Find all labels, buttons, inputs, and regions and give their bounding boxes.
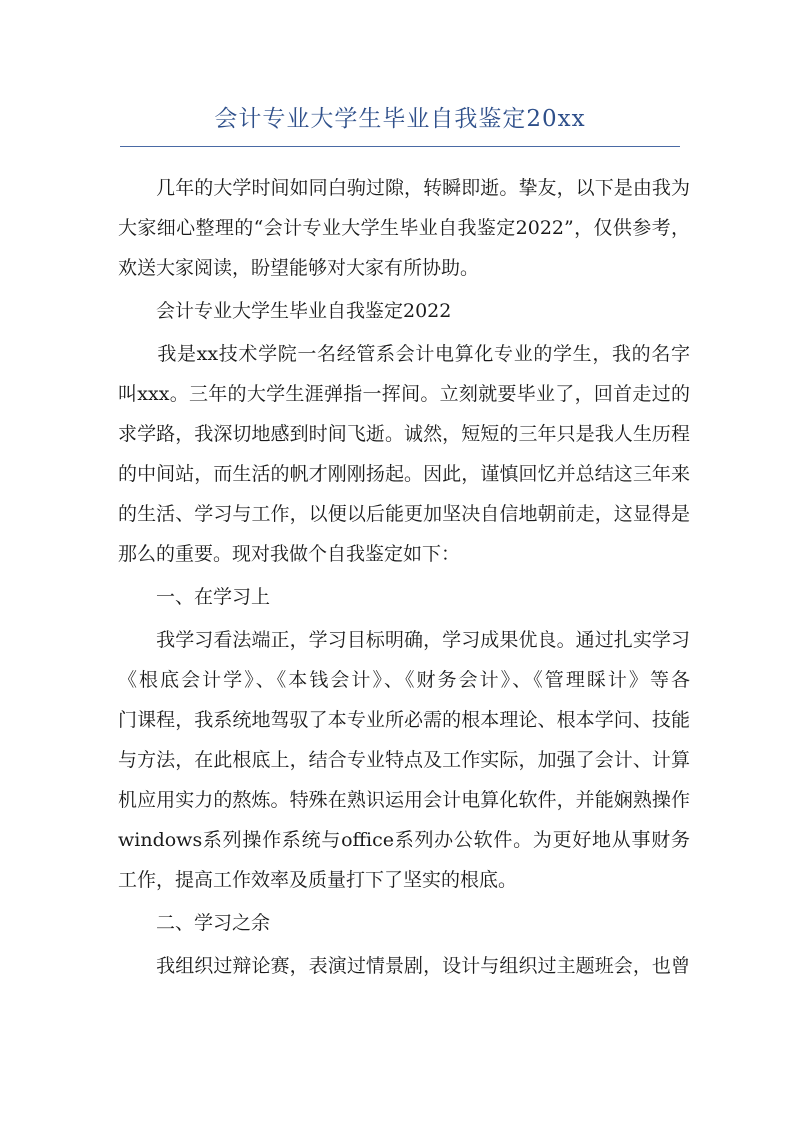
text-line: 的中间站，而生活的帆才刚刚扬起。因此，谨慎回忆并总结这三年来	[118, 463, 690, 485]
text-line: 门课程，我系统地驾驭了本专业所必需的根本理论、根本学问、技能	[118, 709, 690, 731]
text-line: 叫xxx。三年的大学生涯弹指一挥间。立刻就要毕业了，回首走过的	[118, 383, 690, 405]
text-line: 我是xx技术学院一名经管系会计电算化专业的学生，我的名字	[118, 343, 690, 365]
text-line: 欢送大家阅读，盼望能够对大家有所协助。	[118, 257, 480, 279]
text-line: 工作，提高工作效率及质量打下了坚实的根底。	[118, 869, 518, 891]
text-line: 《根底会计学》、《本钱会计》、《财务会计》、《管理睬计》等各	[118, 669, 690, 691]
text-line: 几年的大学时间如同白驹过隙，转瞬即逝。挚友，以下是由我为	[118, 177, 690, 199]
title-underline	[120, 146, 680, 147]
document-body	[118, 168, 690, 986]
text-line: 大家细心整理的“会计专业大学生毕业自我鉴定2022”，仅供参考，	[118, 217, 690, 239]
text-line: 求学路，我深切地感到时间飞逝。诚然，短短的三年只是我人生历程	[118, 423, 690, 445]
text-line: 会计专业大学生毕业自我鉴定2022	[118, 300, 452, 322]
document-title: 会计专业大学生毕业自我鉴定20xx	[214, 106, 586, 132]
text-line: 与方法，在此根底上，结合专业特点及工作实际，加强了会计、计算	[118, 749, 690, 771]
text-line: 二、学习之余	[118, 912, 271, 934]
text-line: 一、在学习上	[118, 586, 271, 608]
text-line: 我组织过辩论赛，表演过情景剧，设计与组织过主题班会，也曾	[118, 955, 690, 977]
text-line: 的生活、学习与工作，以便以后能更加坚决自信地朝前走，这显得是	[118, 503, 690, 525]
text-line: 我学习看法端正，学习目标明确，学习成果优良。通过扎实学习	[118, 629, 690, 651]
text-line: 那么的重要。现对我做个自我鉴定如下：	[118, 543, 461, 565]
text-line: 机应用实力的熬炼。特殊在熟识运用会计电算化软件，并能娴熟操作	[118, 789, 690, 811]
text-line: windows系列操作系统与office系列办公软件。为更好地从事财务	[118, 829, 690, 851]
